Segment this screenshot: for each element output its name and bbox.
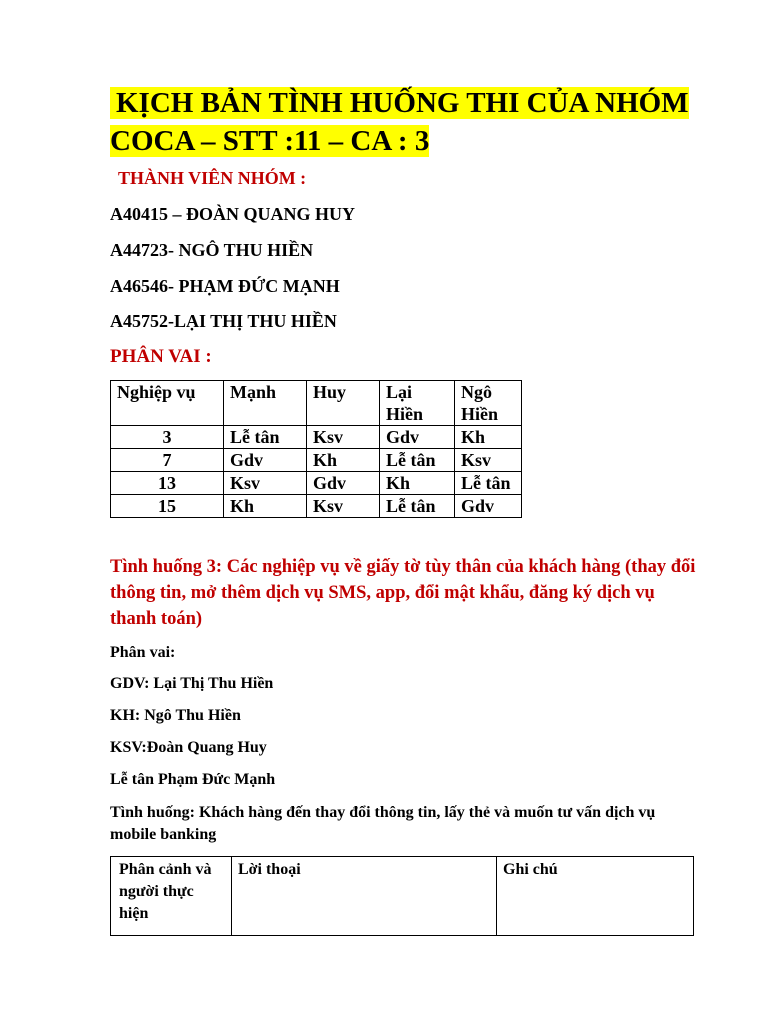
- roles-heading: PHÂN VAI :: [110, 346, 212, 367]
- table-cell: 13: [111, 472, 224, 495]
- table-cell: Ksv: [224, 472, 307, 495]
- table-row: [111, 426, 522, 449]
- members-heading: THÀNH VIÊN NHÓM :: [118, 168, 307, 188]
- table-cell: Ksv: [307, 495, 380, 518]
- document-title: [110, 84, 710, 160]
- member-2: A44723- NGÔ THU HIỀN: [110, 240, 314, 260]
- member-1: A40415 – ĐOÀN QUANG HUY: [110, 204, 355, 224]
- table-cell: Gdv: [307, 472, 380, 495]
- table-cell: Lễ tân: [380, 495, 455, 518]
- table-cell: Lễ tân: [380, 449, 455, 472]
- roles-header-row: [111, 381, 522, 426]
- roles-header-cell: Nghiệp vụ: [111, 381, 224, 426]
- scenario-title: Tình huống 3: Các nghiệp vụ về giấy tờ tùy thân của khách hàng (thay đổi thông tin, mở thêm dịch vụ SMS, app, đổi mật khẩu, đăng ký dịch vụ thanh toán): [110, 557, 696, 629]
- table-cell: Ksv: [307, 426, 380, 449]
- table-cell: 15: [111, 495, 224, 518]
- assignment-le-tan: Lễ tân Phạm Đức Mạnh: [110, 771, 276, 788]
- table-cell: Kh: [307, 449, 380, 472]
- table-cell: Kh: [380, 472, 455, 495]
- table-row: [111, 495, 522, 518]
- assignment-kh: KH: Ngô Thu Hiền: [110, 707, 241, 724]
- script-header-notes: Ghi chú: [497, 857, 694, 936]
- title-line-2: COCA – STT :11 – CA : 3: [110, 125, 430, 157]
- scenario-description: Tình huống: Khách hàng đến thay đổi thông tin, lấy thẻ và muốn tư vấn dịch vụ mobile banking: [110, 804, 656, 843]
- roles-header-cell: Lại Hiền: [380, 381, 455, 426]
- table-cell: Kh: [224, 495, 307, 518]
- table-cell: 3: [111, 426, 224, 449]
- table-cell: Gdv: [224, 449, 307, 472]
- script-table: [110, 856, 694, 936]
- roles-header-cell: Ngô Hiền: [455, 381, 522, 426]
- roles-table: [110, 380, 522, 518]
- script-header-dialogue: Lời thoại: [232, 857, 497, 936]
- roles-header-cell: Mạnh: [224, 381, 307, 426]
- roles-label: Phân vai:: [110, 644, 176, 661]
- table-row: [111, 449, 522, 472]
- table-cell: 7: [111, 449, 224, 472]
- script-header-scene: Phân cảnh và người thực hiện: [111, 857, 232, 936]
- table-cell: Lễ tân: [224, 426, 307, 449]
- assignment-gdv: GDV: Lại Thị Thu Hiền: [110, 675, 274, 692]
- table-cell: Kh: [455, 426, 522, 449]
- roles-header-cell: Huy: [307, 381, 380, 426]
- assignment-ksv: KSV:Đoàn Quang Huy: [110, 739, 267, 756]
- table-cell: Gdv: [455, 495, 522, 518]
- member-3: A46546- PHẠM ĐỨC MẠNH: [110, 276, 340, 296]
- title-line-1: KỊCH BẢN TÌNH HUỐNG THI CỦA NHÓM: [110, 87, 689, 119]
- table-row: [111, 472, 522, 495]
- table-cell: Gdv: [380, 426, 455, 449]
- member-4: A45752-LẠI THỊ THU HIỀN: [110, 311, 337, 331]
- script-header-row: [111, 857, 694, 936]
- table-cell: Lễ tân: [455, 472, 522, 495]
- table-cell: Ksv: [455, 449, 522, 472]
